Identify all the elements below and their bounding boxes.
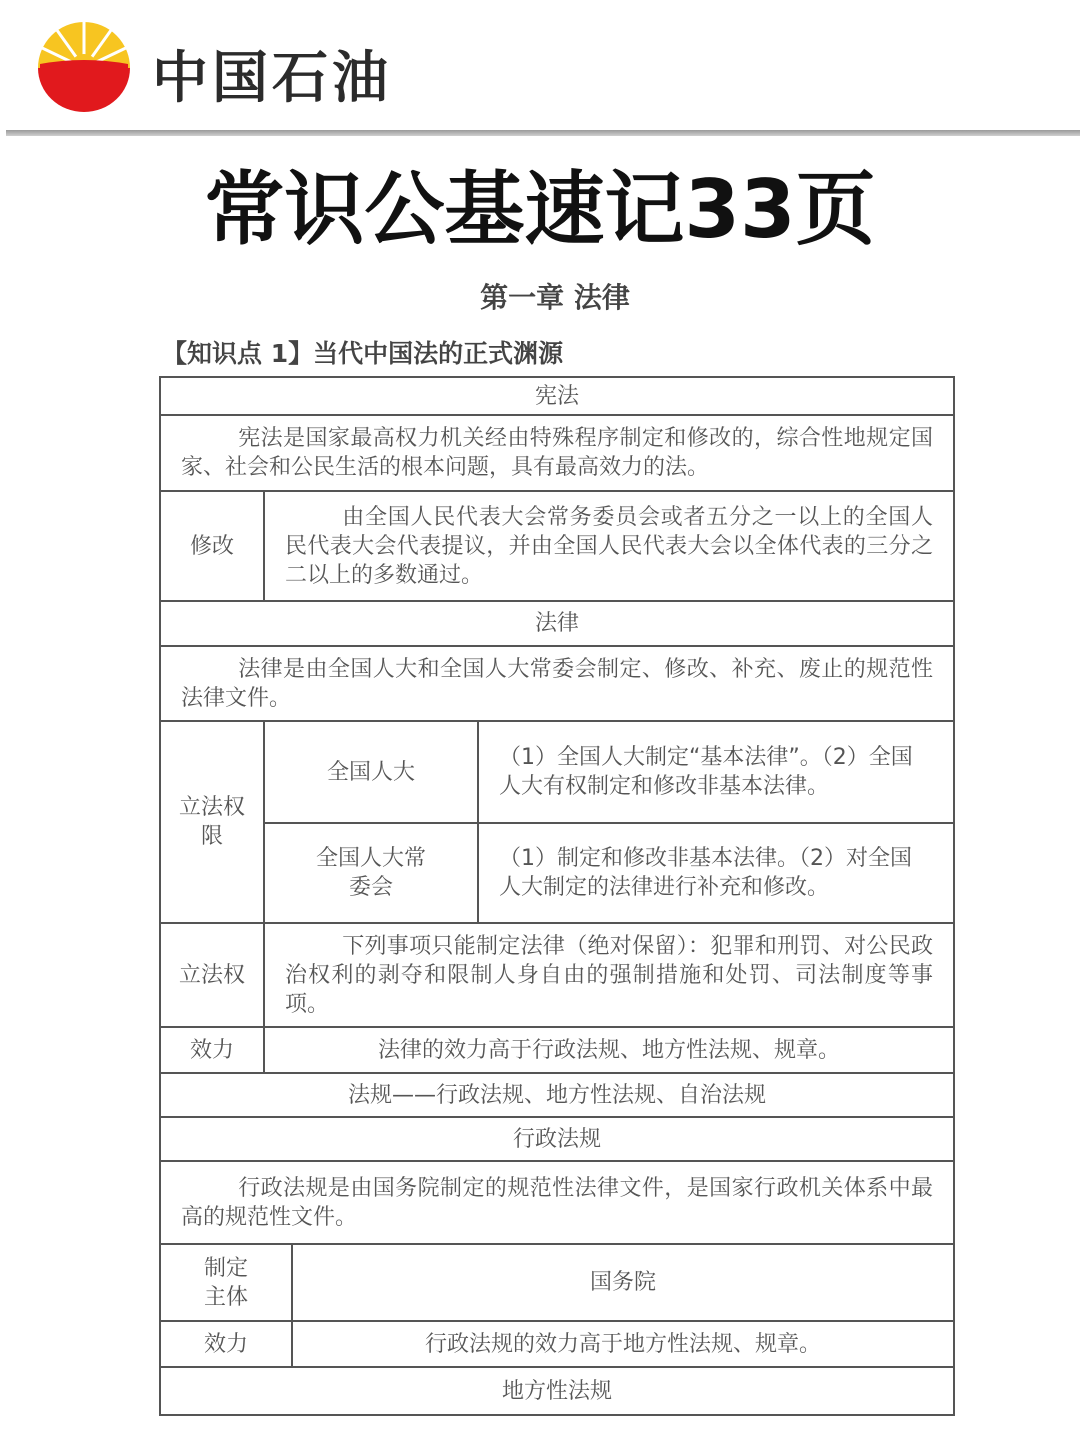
npcsc-text: （1）制定和修改非基本法律。（2）对全国人大制定的法律进行补充和修改。	[478, 823, 954, 923]
law-definition: 法律是由全国人大和全国人大常委会制定、修改、补充、废止的规范性法律文件。	[160, 646, 954, 721]
law-header: 法律	[160, 601, 954, 646]
header	[0, 0, 1080, 136]
petrochina-logo-icon	[34, 16, 134, 116]
npc-text: （1）全国人大制定“基本法律”。（2）全国人大有权制定和修改非基本法律。	[478, 721, 954, 823]
constitution-header: 宪法	[160, 377, 954, 415]
npcsc-label: 全国人大常委会	[264, 823, 478, 923]
law-sources-table	[159, 376, 955, 1416]
legislative-scope-label: 立法权限	[160, 721, 264, 923]
admin-subject-text: 国务院	[292, 1244, 954, 1321]
admin-effect-text: 行政法规的效力高于地方性法规、规章。	[292, 1321, 954, 1367]
admin-regulations-definition: 行政法规是由国务院制定的规范性法律文件，是国家行政机关体系中最高的规范性文件。	[160, 1161, 954, 1244]
regulations-header: 法规——行政法规、地方性法规、自治法规	[160, 1073, 954, 1117]
legislative-power-label: 立法权	[160, 923, 264, 1027]
constitution-definition: 宪法是国家最高权力机关经由特殊程序制定和修改的，综合性地规定国家、社会和公民生活的根本问题，具有最高效力的法。	[160, 415, 954, 491]
knowledge-point-heading: 【知识点 1】当代中国法的正式渊源	[162, 339, 564, 368]
admin-subject-label: 制定主体	[160, 1244, 292, 1321]
page-title: 常识公基速记33页	[204, 163, 876, 256]
npc-label: 全国人大	[264, 721, 478, 823]
law-effect-label: 效力	[160, 1027, 264, 1073]
local-regulations-header: 地方性法规	[160, 1367, 954, 1415]
brand-name: 中国石油	[152, 46, 392, 111]
amend-label: 修改	[160, 491, 264, 601]
amend-text: 由全国人民代表大会常务委员会或者五分之一以上的全国人民代表大会代表提议，并由全国人民代表大会以全体代表的三分之二以上的多数通过。	[264, 491, 954, 601]
header-divider	[6, 130, 1080, 136]
law-effect-text: 法律的效力高于行政法规、地方性法规、规章。	[264, 1027, 954, 1073]
admin-effect-label: 效力	[160, 1321, 292, 1367]
admin-regulations-header: 行政法规	[160, 1117, 954, 1161]
chapter-heading: 第一章 法律	[480, 281, 630, 314]
legislative-power-text: 下列事项只能制定法律（绝对保留）：犯罪和刑罚、对公民政治权利的剥夺和限制人身自由的强制措施和处罚、司法制度等事项。	[264, 923, 954, 1027]
